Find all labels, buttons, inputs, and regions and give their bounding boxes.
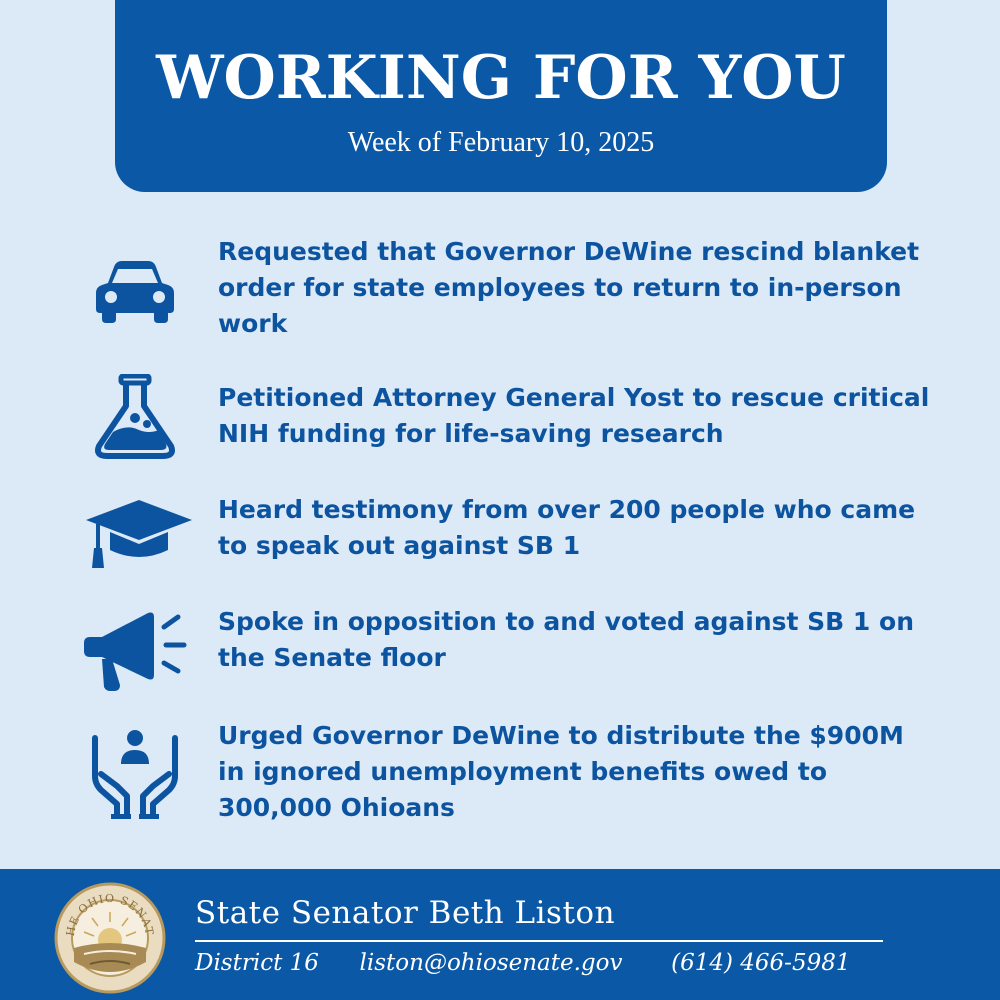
- svg-text:THE OHIO SENATE: HE OHIO SENAT: [63, 891, 157, 938]
- item-text: Petitioned Attorney General Yost to rescue critical NIH funding for life-saving research: [218, 383, 930, 448]
- page-subtitle: Week of February 10, 2025: [347, 127, 655, 158]
- list-item: [0, 604, 1000, 688]
- list-item: [0, 492, 1000, 576]
- megaphone-icon: [70, 604, 200, 694]
- item-text: Urged Governor DeWine to distribute the $900M in ignored unemployment benefits owed to 300,000 Ohioans: [218, 721, 904, 822]
- footer: [0, 869, 1000, 1000]
- hands-person-icon: [70, 720, 200, 824]
- graduation-cap-icon: [74, 496, 204, 572]
- list-item: [0, 232, 1000, 342]
- district-label: District 16: [195, 950, 319, 976]
- email-link[interactable]: liston@ohiosenate.gov: [359, 950, 623, 976]
- header-banner: [115, 0, 887, 192]
- list-item: [0, 716, 1000, 826]
- flask-icon: [70, 372, 200, 462]
- senator-name: State Senator Beth Liston: [195, 895, 616, 931]
- ohio-senate-seal-icon: [54, 882, 166, 994]
- item-text: Requested that Governor DeWine rescind blanket order for state employees to return to in-person work: [218, 237, 920, 338]
- car-icon: [70, 252, 200, 332]
- phone-link[interactable]: (614) 466-5981: [671, 950, 851, 976]
- contact-line: [195, 947, 850, 979]
- item-text: Spoke in opposition to and voted against SB 1 on the Senate floor: [218, 607, 914, 672]
- footer-divider: [195, 940, 883, 942]
- list-item: [0, 380, 1000, 464]
- item-text: Heard testimony from over 200 people who came to speak out against SB 1: [218, 495, 916, 560]
- page-title: WORKING FOR YOU: [156, 43, 846, 113]
